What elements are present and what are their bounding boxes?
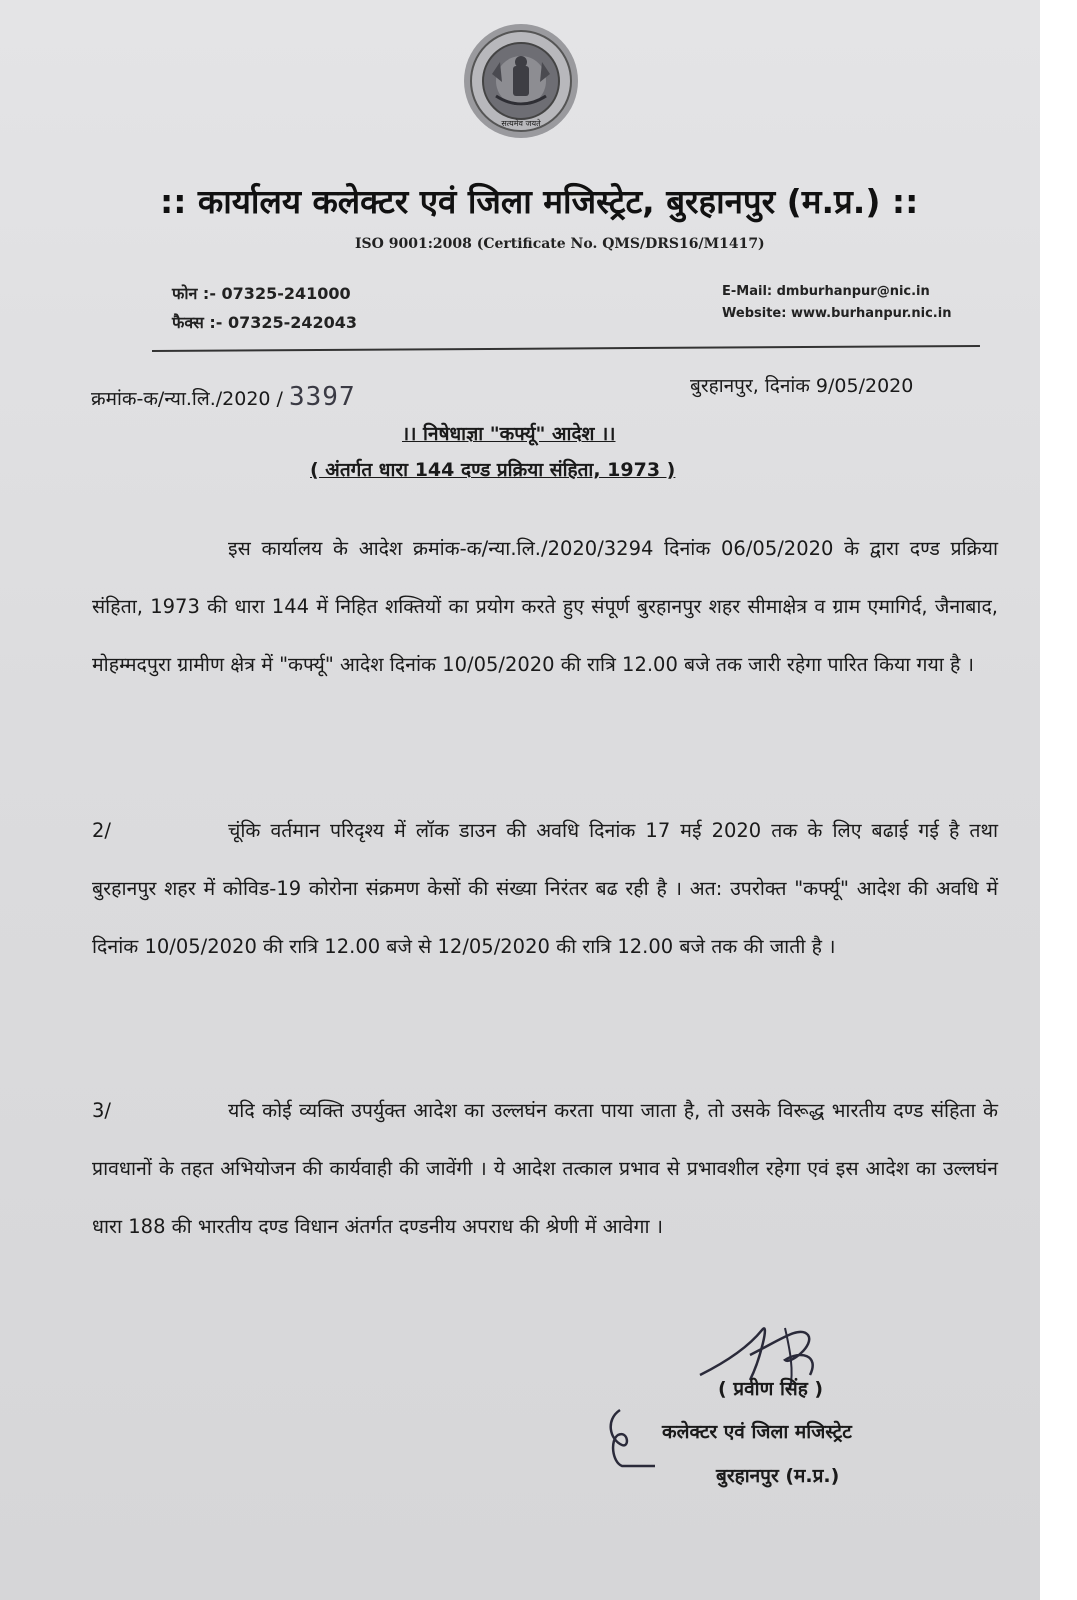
email-address: E-Mail: dmburhanpur@nic.in — [722, 284, 930, 299]
reference-number — [91, 382, 356, 412]
paragraph-1 — [92, 520, 998, 694]
iso-certificate: ISO 9001:2008 (Certificate No. QMS/DRS16/M1417) — [355, 236, 765, 252]
emblem-motto: सत्यमेव जयते — [501, 119, 541, 128]
paragraph-2 — [92, 802, 998, 976]
paragraph-3 — [92, 1082, 998, 1256]
contact-numbers — [172, 282, 357, 340]
phone-number: फोन :- 07325-241000 — [172, 284, 351, 303]
paragraph-text: इस कार्यालय के आदेश क्रमांक-क/न्या.लि./2020/3294 दिनांक 06/05/2020 के द्वारा दण्ड प्रक्रिया संहिता, 1973 की धारा 144 में निहित शक्तियों का प्रयोग करते हुए संपूर्ण बुरहानपुर शहर सीमाक्षेत्र व ग्राम एमागिर्द, जैनाबाद, मोहम्मदपुरा ग्रामीण क्षेत्र में "कर्फ्यू" आदेश दिनांक 10/05/2020 की रात्रि 12.00 बजे तक जारी रहेगा पारित किया गया है । — [92, 537, 998, 676]
signatory-name: ( प्रवीण सिंह ) — [718, 1378, 824, 1400]
website-address: Website: www.burhanpur.nic.in — [722, 306, 952, 321]
signatory-place: बुरहानपुर (म.प्र.) — [716, 1465, 840, 1487]
paragraph-text: चूंकि वर्तमान परिदृश्य में लॉक डाउन की अवधि दिनांक 17 मई 2020 तक के लिए बढाई गई है तथा बुरहानपुर शहर में कोविड-19 कोरोना संक्रमण केसों की संख्या निरंतर बढ रही है । अत: उपरोक्त "कर्फ्यू" आदेश की अवधि में दिनांक 10/05/2020 की रात्रि 12.00 बजे से 12/05/2020 की रात्रि 12.00 बजे तक की जाती है । — [92, 819, 998, 958]
contact-online — [722, 284, 951, 328]
office-title: :: कार्यालय कलेक्टर एवं जिला मजिस्ट्रेट, बुरहानपुर (म.प्र.) :: — [160, 182, 919, 221]
paragraph-number: 2/ — [92, 819, 111, 842]
order-title: ।। निषेधाज्ञा "कर्फ्यू" आदेश ।। — [402, 423, 616, 445]
fax-number: फैक्स :- 07325-242043 — [172, 313, 358, 332]
paragraph-number: 3/ — [92, 1099, 111, 1122]
signatory-designation: कलेक्टर एवं जिला मजिस्ट्रेट — [662, 1421, 852, 1443]
reference-prefix: क्रमांक-क/न्या.लि./2020 / — [91, 388, 283, 410]
order-subtitle: ( अंतर्गत धारा 144 दण्ड प्रक्रिया संहिता, 1973 ) — [310, 459, 676, 481]
handwritten-initial-icon — [600, 1400, 660, 1480]
reference-handwritten-number: 3397 — [289, 382, 356, 412]
madhya-pradesh-emblem-icon — [462, 22, 580, 140]
order-date: बुरहानपुर, दिनांक 9/05/2020 — [690, 375, 914, 397]
header-divider — [152, 345, 980, 352]
paragraph-text: यदि कोई व्यक्ति उपर्युक्त आदेश का उल्लघंन करता पाया जाता है, तो उसके विरूद्ध भारतीय दण्ड संहिता के प्रावधानों के तहत अभियोजन की कार्यवाही की जावेंगी । ये आदेश तत्काल प्रभाव से प्रभावशील रहेगा एवं इस आदेश का उल्लघंन धारा 188 की भारतीय दण्ड विधान अंतर्गत दण्डनीय अपराध की श्रेणी में आवेगा । — [92, 1099, 998, 1238]
